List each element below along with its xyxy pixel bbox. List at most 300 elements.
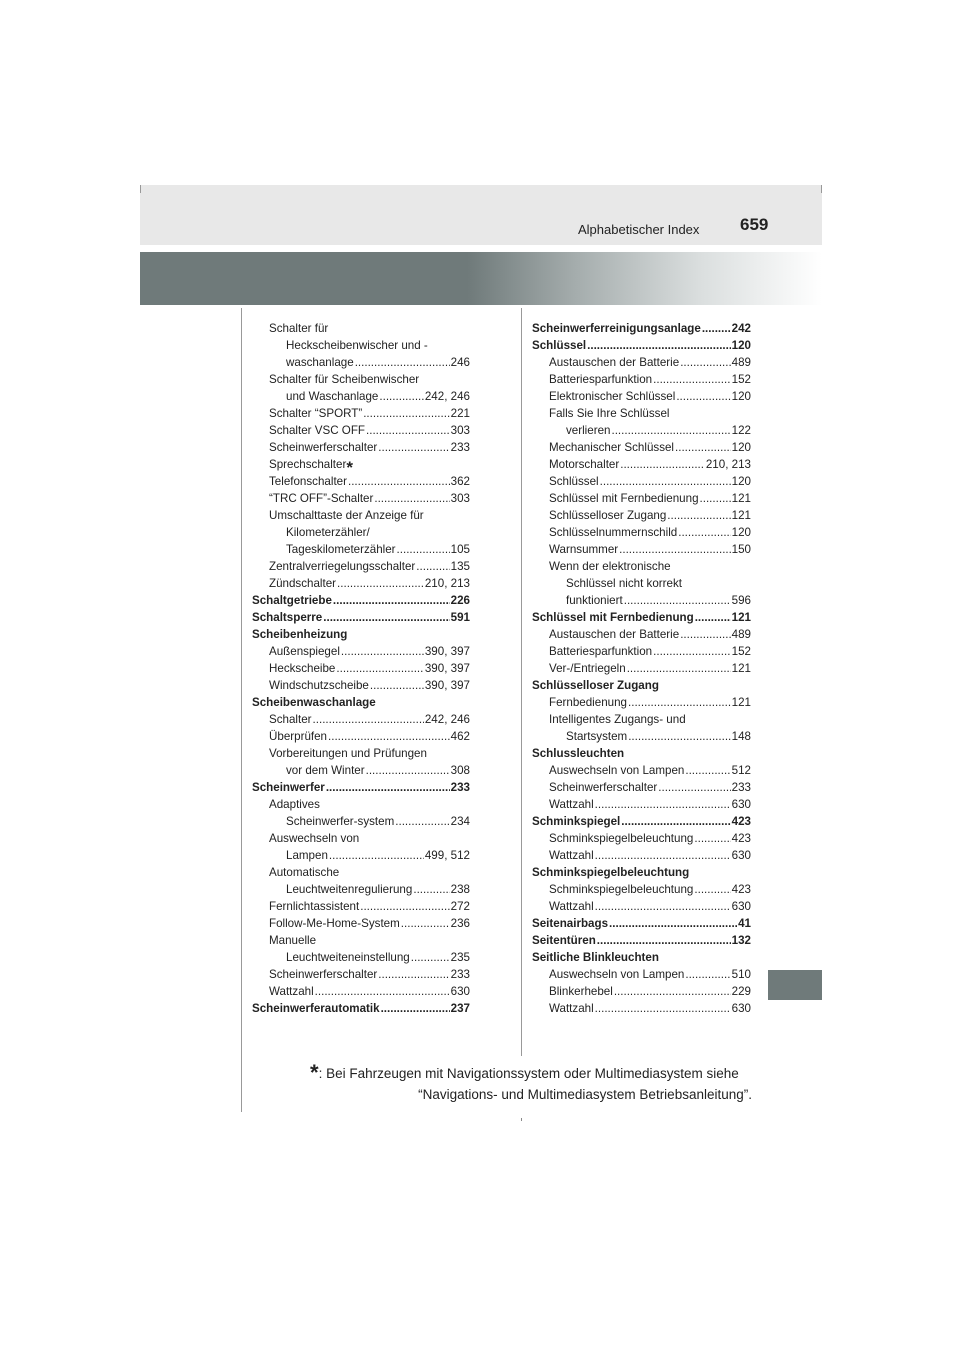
- page-reference: 423: [731, 815, 751, 828]
- index-entry-sub: [532, 456, 751, 473]
- index-term: Umschalttaste der Anzeige für: [269, 509, 424, 522]
- dot-leader: [680, 626, 730, 643]
- dot-leader: [336, 660, 423, 677]
- index-term: Wattzahl: [549, 849, 594, 862]
- index-entry-sub: [252, 796, 470, 813]
- page-reference: 152: [731, 373, 751, 386]
- index-entry-main: [532, 320, 751, 337]
- page-reference: 41: [738, 917, 751, 930]
- index-entry-sub: [532, 660, 751, 677]
- index-entry-sub: [252, 643, 470, 660]
- page-reference: 233: [731, 781, 751, 794]
- page-reference: 630: [731, 849, 751, 862]
- index-term: vor dem Winter: [286, 764, 365, 777]
- page-reference: 591: [450, 611, 470, 624]
- page-reference: 499, 512: [424, 849, 470, 862]
- dot-leader: [587, 337, 731, 354]
- page-reference: 242: [731, 322, 751, 335]
- index-term: Scheibenheizung: [252, 628, 348, 641]
- index-term: Überprüfen: [269, 730, 328, 743]
- index-term: Manuelle: [269, 934, 317, 947]
- index-entry-sub: [252, 932, 470, 949]
- index-entry-sub: [532, 898, 751, 915]
- dot-leader: [374, 490, 449, 507]
- index-term: Schlussleuchten: [532, 747, 625, 760]
- index-entry-sub: [532, 762, 751, 779]
- index-term: Schalter für Scheibenwischer: [269, 373, 420, 386]
- index-entry-main: [532, 677, 751, 694]
- dot-leader: [685, 762, 730, 779]
- index-entry-sub: [252, 558, 470, 575]
- index-term: Auswechseln von Lampen: [549, 968, 685, 981]
- index-entry-sub: [252, 983, 470, 1000]
- page-reference: 630: [450, 985, 470, 998]
- dot-leader: [366, 762, 450, 779]
- index-entry-sub: [532, 966, 751, 983]
- index-term: Elektronischer Schlüssel: [549, 390, 676, 403]
- index-term: Zentralverriegelungsschalter: [269, 560, 416, 573]
- index-entry-sub: [532, 439, 751, 456]
- index-entry-main: [532, 337, 751, 354]
- page-reference: 238: [450, 883, 470, 896]
- dot-leader: [685, 966, 730, 983]
- page-reference: 121: [731, 492, 751, 505]
- dot-leader: [595, 847, 731, 864]
- index-term: und Waschanlage: [286, 390, 379, 403]
- page-reference: 242, 246: [424, 713, 470, 726]
- page-reference: 234: [450, 815, 470, 828]
- page-reference: 122: [731, 424, 751, 437]
- page-reference: 272: [450, 900, 470, 913]
- index-term: Automatische: [269, 866, 340, 879]
- page-reference: 132: [731, 934, 751, 947]
- index-term: Scheinwerferschalter: [269, 441, 378, 454]
- dot-leader: [609, 915, 737, 932]
- dot-leader: [323, 609, 449, 626]
- index-entry-sub: [532, 473, 751, 490]
- index-term: Fernbedienung: [549, 696, 627, 709]
- page-reference: 121: [731, 611, 751, 624]
- index-term: Kilometerzähler/: [286, 526, 370, 539]
- page-reference: 308: [450, 764, 470, 777]
- index-entry-sub: [252, 677, 470, 694]
- index-entry-sub: [252, 371, 470, 388]
- page-reference: 596: [731, 594, 751, 607]
- page-reference: 233: [450, 441, 470, 454]
- dot-leader: [395, 813, 449, 830]
- dot-leader: [341, 643, 424, 660]
- index-term: Falls Sie Ihre Schlüssel: [549, 407, 670, 420]
- footnote: [310, 1062, 752, 1105]
- index-term: Lampen: [286, 849, 328, 862]
- dot-leader: [329, 847, 424, 864]
- index-term: Warnsummer: [549, 543, 619, 556]
- index-term: Wattzahl: [549, 1002, 594, 1015]
- index-entry-main: [532, 915, 751, 932]
- dot-leader: [366, 422, 450, 439]
- index-term: Scheinwerfer: [252, 781, 325, 794]
- index-term: Sprechschalter: [269, 458, 347, 471]
- page-reference: 121: [731, 662, 751, 675]
- index-term: funktioniert: [566, 594, 623, 607]
- index-entry-sub: [252, 524, 470, 541]
- page-reference: 390, 397: [424, 645, 470, 658]
- index-term: Blinkerhebel: [549, 985, 613, 998]
- page-reference: 362: [450, 475, 470, 488]
- index-entry-sub: [532, 524, 751, 541]
- index-term: Tageskilometerzähler: [286, 543, 396, 556]
- dot-leader: [702, 320, 731, 337]
- page-reference: 246: [450, 356, 470, 369]
- index-term: Wattzahl: [549, 798, 594, 811]
- column-divider: [521, 308, 522, 1056]
- page-reference: 105: [450, 543, 470, 556]
- dot-leader: [627, 660, 731, 677]
- index-entry-sub: [532, 354, 751, 371]
- index-entry-sub: [252, 473, 470, 490]
- page-reference: 237: [450, 1002, 470, 1015]
- chapter-side-tab: [768, 970, 822, 1000]
- index-term: Schminkspiegelbeleuchtung: [532, 866, 690, 879]
- index-term: Scheinwerfer-system: [286, 815, 395, 828]
- dot-leader: [355, 354, 450, 371]
- index-term: Wattzahl: [269, 985, 314, 998]
- index-term: Batteriesparfunktion: [549, 373, 653, 386]
- page-reference: 510: [731, 968, 751, 981]
- dot-leader: [628, 728, 730, 745]
- dot-leader: [328, 728, 450, 745]
- dot-leader: [628, 694, 731, 711]
- index-entry-main: [252, 626, 470, 643]
- index-term: Schlüssel mit Fernbedienung: [549, 492, 699, 505]
- dot-leader: [678, 524, 730, 541]
- page-number: 659: [740, 215, 769, 234]
- index-entry-sub: [252, 915, 470, 932]
- section-title: Alphabetischer Index: [578, 222, 700, 237]
- index-entry-sub: [532, 881, 751, 898]
- index-entry-sub: [532, 626, 751, 643]
- page-reference: 233: [450, 781, 470, 794]
- page-reference: 630: [731, 1002, 751, 1015]
- index-entry-main: [252, 592, 470, 609]
- index-entry-sub: [532, 983, 751, 1000]
- index-entry-main: [252, 694, 470, 711]
- header-corner-mark-right: [821, 185, 822, 193]
- page-reference: 121: [731, 509, 751, 522]
- page-reference: 462: [450, 730, 470, 743]
- index-term: Fernlichtassistent: [269, 900, 360, 913]
- index-term: Follow-Me-Home-System: [269, 917, 400, 930]
- page-reference: 120: [731, 339, 751, 352]
- index-term: “TRC OFF”-Schalter: [269, 492, 374, 505]
- index-entry-main: [252, 609, 470, 626]
- dot-leader: [653, 371, 731, 388]
- page-reference: 489: [731, 356, 751, 369]
- page-mark: [521, 1118, 522, 1121]
- page-reference: 236: [450, 917, 470, 930]
- index-entry-sub: [532, 422, 751, 439]
- page-reference: 630: [731, 900, 751, 913]
- dot-leader: [695, 609, 731, 626]
- index-term: Schminkspiegelbeleuchtung: [549, 832, 694, 845]
- index-entry-main: [532, 745, 751, 762]
- header-band: [140, 185, 822, 245]
- dot-leader: [379, 388, 423, 405]
- dot-leader: [658, 779, 730, 796]
- index-entry-main: [532, 932, 751, 949]
- footnote-reference-marker: *: [346, 458, 353, 477]
- index-entry-sub: [252, 711, 470, 728]
- index-entry-sub: [252, 881, 470, 898]
- footnote-line-2: “Navigations- und Multimediasystem Betriebsanleitung”.: [418, 1087, 752, 1102]
- index-term: Leuchtweiteneinstellung: [286, 951, 410, 964]
- footnote-line-1: : Bei Fahrzeugen mit Navigationssystem oder Multimediasystem siehe: [318, 1066, 739, 1081]
- dot-leader: [680, 354, 730, 371]
- dot-leader: [378, 966, 449, 983]
- index-entry-sub: [252, 745, 470, 762]
- index-term: Austauschen der Batterie: [549, 628, 680, 641]
- dot-leader: [333, 592, 450, 609]
- index-term: Schalter: [269, 713, 312, 726]
- page-reference: 210, 213: [705, 458, 751, 471]
- index-entry-sub: [532, 779, 751, 796]
- index-term: Wenn der elektronische: [549, 560, 671, 573]
- index-term: verlieren: [566, 424, 611, 437]
- dot-leader: [315, 983, 450, 1000]
- index-term: Leuchtweitenregulierung: [286, 883, 413, 896]
- page-reference: 135: [450, 560, 470, 573]
- index-term: Batteriesparfunktion: [549, 645, 653, 658]
- index-entry-sub: [252, 575, 470, 592]
- index-term: Adaptives: [269, 798, 320, 811]
- index-entry-sub: [532, 1000, 751, 1017]
- dot-leader: [694, 881, 730, 898]
- index-term: Außenspiegel: [269, 645, 340, 658]
- index-term: Schaltsperre: [252, 611, 323, 624]
- index-entry-sub: [252, 354, 470, 371]
- page-reference: 390, 397: [424, 679, 470, 692]
- index-entry-sub: [252, 507, 470, 524]
- dot-leader: [700, 490, 731, 507]
- index-entry-sub: [252, 439, 470, 456]
- index-term: Schminkspiegelbeleuchtung: [549, 883, 694, 896]
- index-entry-sub: [252, 830, 470, 847]
- index-entry-sub: [252, 728, 470, 745]
- page-reference: 121: [731, 696, 751, 709]
- index-column-right: [532, 320, 751, 1017]
- dot-leader: [614, 983, 731, 1000]
- left-margin-rule: [241, 308, 242, 1112]
- dot-leader: [326, 779, 450, 796]
- index-term: Zündschalter: [269, 577, 337, 590]
- header-corner-mark-left: [140, 185, 141, 193]
- page-reference: 229: [731, 985, 751, 998]
- index-term: Scheibenwaschanlage: [252, 696, 376, 709]
- dot-leader: [595, 1000, 731, 1017]
- page-reference: 226: [450, 594, 470, 607]
- index-entry-main: [252, 779, 470, 796]
- index-entry-sub: [252, 456, 470, 477]
- index-entry-sub: [252, 490, 470, 507]
- page-reference: 489: [731, 628, 751, 641]
- index-entry-sub: [532, 541, 751, 558]
- index-entry-sub: [532, 388, 751, 405]
- page-reference: 120: [731, 526, 751, 539]
- footnote-marker: *: [310, 1060, 319, 1085]
- page-reference: 423: [731, 883, 751, 896]
- index-term: Scheinwerferschalter: [269, 968, 378, 981]
- index-term: Schaltgetriebe: [252, 594, 332, 607]
- chapter-gradient-bar: [140, 252, 822, 305]
- index-entry-sub: [252, 388, 470, 405]
- dot-leader: [413, 881, 449, 898]
- dot-leader: [370, 677, 424, 694]
- index-entry-sub: [252, 813, 470, 830]
- dot-leader: [595, 796, 731, 813]
- index-term: Auswechseln von Lampen: [549, 764, 685, 777]
- index-term: Schlüsselnummernschild: [549, 526, 678, 539]
- index-term: Mechanischer Schlüssel: [549, 441, 675, 454]
- index-term: Seitliche Blinkleuchten: [532, 951, 659, 964]
- page-reference: 233: [450, 968, 470, 981]
- index-term: Schalter VSC OFF: [269, 424, 365, 437]
- index-entry-sub: [532, 490, 751, 507]
- dot-leader: [363, 405, 449, 422]
- index-entry-sub: [532, 711, 751, 728]
- index-entry-sub: [532, 830, 751, 847]
- dot-leader: [411, 949, 450, 966]
- index-term: Heckscheibe: [269, 662, 336, 675]
- index-entry-sub: [252, 864, 470, 881]
- page-reference: 120: [731, 475, 751, 488]
- index-entry-main: [532, 609, 751, 626]
- page-reference: 120: [731, 441, 751, 454]
- dot-leader: [348, 473, 450, 490]
- dot-leader: [600, 473, 731, 490]
- index-term: Auswechseln von: [269, 832, 360, 845]
- index-entry-main: [532, 813, 751, 830]
- index-entry-sub: [532, 371, 751, 388]
- index-term: Vorbereitungen und Prüfungen: [269, 747, 427, 760]
- dot-leader: [619, 541, 731, 558]
- index-term: Scheinwerferreinigungsanlage: [532, 322, 701, 335]
- page-reference: 390, 397: [424, 662, 470, 675]
- index-entry-sub: [252, 337, 470, 354]
- dot-leader: [667, 507, 730, 524]
- index-entry-sub: [532, 847, 751, 864]
- page-reference: 120: [731, 390, 751, 403]
- dot-leader: [676, 388, 730, 405]
- index-entry-sub: [532, 694, 751, 711]
- dot-leader: [337, 575, 424, 592]
- index-term: Scheinwerferschalter: [549, 781, 658, 794]
- index-entry-sub: [252, 898, 470, 915]
- index-term: Seitentüren: [532, 934, 596, 947]
- index-entry-sub: [252, 405, 470, 422]
- index-entry-sub: [252, 966, 470, 983]
- dot-leader: [597, 932, 731, 949]
- dot-leader: [621, 813, 730, 830]
- index-entry-sub: [532, 592, 751, 609]
- index-term: Telefonschalter: [269, 475, 347, 488]
- page-reference: 303: [450, 424, 470, 437]
- index-entry-sub: [252, 660, 470, 677]
- index-entry-sub: [252, 320, 470, 337]
- index-term: Schlüsselloser Zugang: [532, 679, 659, 692]
- index-term: Windschutzscheibe: [269, 679, 369, 692]
- index-term: Schalter “SPORT”: [269, 407, 363, 420]
- index-entry-sub: [252, 762, 470, 779]
- page-reference: 630: [731, 798, 751, 811]
- dot-leader: [653, 643, 731, 660]
- index-term: Schlüssel mit Fernbedienung: [532, 611, 694, 624]
- index-entry-sub: [252, 541, 470, 558]
- dot-leader: [401, 915, 450, 932]
- dot-leader: [313, 711, 424, 728]
- index-entry-sub: [252, 422, 470, 439]
- index-term: Ver-/Entriegeln: [549, 662, 626, 675]
- index-column-left: [252, 320, 470, 1017]
- index-term: Motorschalter: [549, 458, 620, 471]
- index-term: Wattzahl: [549, 900, 594, 913]
- dot-leader: [595, 898, 731, 915]
- index-term: Intelligentes Zugangs- und: [549, 713, 686, 726]
- page-reference: 512: [731, 764, 751, 777]
- index-term: Schalter für: [269, 322, 329, 335]
- page-reference: 148: [731, 730, 751, 743]
- index-term: waschanlage: [286, 356, 354, 369]
- index-entry-sub: [532, 405, 751, 422]
- index-entry-sub: [532, 558, 751, 575]
- index-entry-main: [532, 864, 751, 881]
- index-term: Heckscheibenwischer und -: [286, 339, 428, 352]
- dot-leader: [694, 830, 730, 847]
- dot-leader: [397, 541, 450, 558]
- index-term: Seitenairbags: [532, 917, 609, 930]
- index-entry-sub: [252, 847, 470, 864]
- dot-leader: [360, 898, 449, 915]
- index-term: Schlüsselloser Zugang: [549, 509, 667, 522]
- page-reference: 242, 246: [424, 390, 470, 403]
- index-entry-sub: [532, 796, 751, 813]
- page-reference: 423: [731, 832, 751, 845]
- page-reference: 303: [450, 492, 470, 505]
- dot-leader: [378, 439, 449, 456]
- page-reference: 221: [450, 407, 470, 420]
- index-term: Schminkspiegel: [532, 815, 621, 828]
- index-entry-sub: [252, 949, 470, 966]
- dot-leader: [381, 1000, 450, 1017]
- dot-leader: [620, 456, 705, 473]
- index-term: Schlüssel: [532, 339, 587, 352]
- dot-leader: [624, 592, 731, 609]
- page-reference: 235: [450, 951, 470, 964]
- index-entry-main: [532, 949, 751, 966]
- index-entry-main: [252, 1000, 470, 1017]
- dot-leader: [611, 422, 730, 439]
- dot-leader: [675, 439, 731, 456]
- index-entry-sub: [532, 728, 751, 745]
- index-entry-sub: [532, 507, 751, 524]
- index-entry-sub: [532, 643, 751, 660]
- page-reference: 150: [731, 543, 751, 556]
- index-term: Startsystem: [566, 730, 628, 743]
- index-term: Schlüssel nicht korrekt: [566, 577, 682, 590]
- page-reference: 210, 213: [424, 577, 470, 590]
- index-term: Austauschen der Batterie: [549, 356, 680, 369]
- page-reference: 152: [731, 645, 751, 658]
- index-term: Scheinwerferautomatik: [252, 1002, 380, 1015]
